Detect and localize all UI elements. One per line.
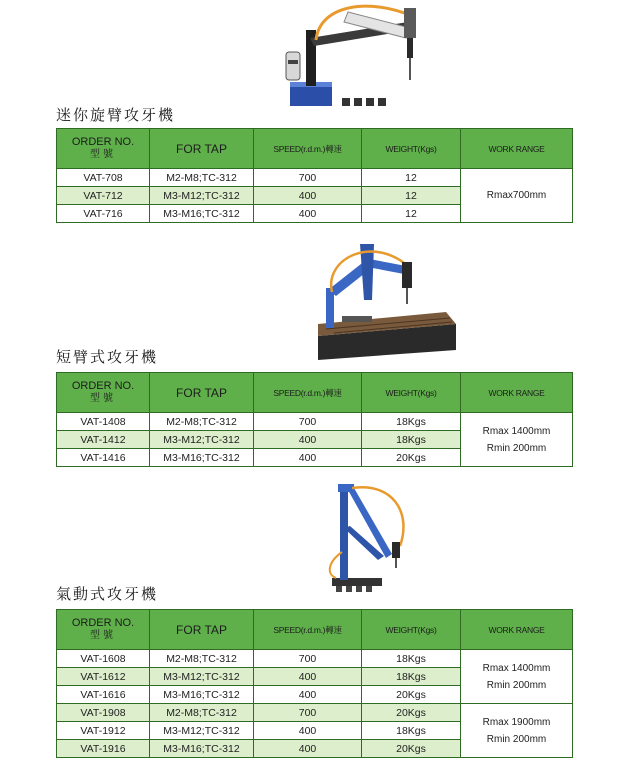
work-range-min: Rmin 200mm	[486, 442, 547, 454]
speed-cell: 400	[254, 740, 362, 758]
header-speed: SPEED(r.d.m.)轉速	[254, 610, 362, 650]
spec-table-pneumatic	[56, 609, 573, 758]
for-tap-cell: M3-M12;TC-312	[150, 187, 254, 205]
for-tap-cell: M3-M12;TC-312	[150, 668, 254, 686]
work-range-cell	[461, 704, 573, 758]
order-no-cell: VAT-1908	[57, 704, 150, 722]
section-title-short-arm: 短臂式攻牙機	[56, 348, 159, 366]
weight-cell: 18Kgs	[362, 431, 461, 449]
header-for-tap: FOR TAP	[150, 129, 254, 169]
order-no-cell: VAT-708	[57, 169, 150, 187]
header-for-tap: FOR TAP	[150, 610, 254, 650]
for-tap-cell: M2-M8;TC-312	[150, 169, 254, 187]
pneumatic-tapping-machine-image	[322, 482, 422, 598]
order-no-cell: VAT-1408	[57, 413, 150, 431]
weight-cell: 20Kgs	[362, 686, 461, 704]
weight-cell: 20Kgs	[362, 704, 461, 722]
header-speed: SPEED(r.d.m.)轉速	[254, 129, 362, 169]
weight-cell: 20Kgs	[362, 740, 461, 758]
work-range-min: Rmin 200mm	[486, 733, 547, 745]
speed-cell: 400	[254, 668, 362, 686]
speed-cell: 700	[254, 413, 362, 431]
speed-cell: 400	[254, 722, 362, 740]
work-range-cell	[461, 413, 573, 467]
header-weight: WEIGHT(Kgs)	[362, 373, 461, 413]
work-range-cell: Rmax700mm	[461, 169, 573, 223]
order-no-cell: VAT-1416	[57, 449, 150, 467]
order-no-cell: VAT-1912	[57, 722, 150, 740]
speed-cell: 700	[254, 650, 362, 668]
speed-cell: 400	[254, 686, 362, 704]
work-range-cell	[461, 650, 573, 704]
header-work-range: WORK RANGE	[461, 129, 573, 169]
for-tap-cell: M2-M8;TC-312	[150, 704, 254, 722]
speed-cell: 700	[254, 169, 362, 187]
weight-cell: 20Kgs	[362, 449, 461, 467]
short-arm-tapping-machine-image	[314, 238, 464, 360]
header-speed: SPEED(r.d.m.)轉速	[254, 373, 362, 413]
order-no-cell: VAT-1612	[57, 668, 150, 686]
header-order-no: ORDER NO. 型號	[57, 373, 150, 413]
header-work-range: WORK RANGE	[461, 610, 573, 650]
for-tap-cell: M3-M12;TC-312	[150, 431, 254, 449]
order-no-cell: VAT-712	[57, 187, 150, 205]
header-weight: WEIGHT(Kgs)	[362, 610, 461, 650]
for-tap-cell: M3-M16;TC-312	[150, 740, 254, 758]
for-tap-cell: M3-M16;TC-312	[150, 205, 254, 223]
table-row	[57, 413, 573, 431]
for-tap-cell: M2-M8;TC-312	[150, 413, 254, 431]
for-tap-cell: M2-M8;TC-312	[150, 650, 254, 668]
weight-cell: 18Kgs	[362, 722, 461, 740]
speed-cell: 400	[254, 431, 362, 449]
weight-cell: 12	[362, 205, 461, 223]
header-weight: WEIGHT(Kgs)	[362, 129, 461, 169]
order-no-cell: VAT-1608	[57, 650, 150, 668]
header-order-no: ORDER NO. 型號	[57, 129, 150, 169]
work-range-max: Rmax 1400mm	[482, 662, 551, 674]
spec-table-short-arm	[56, 372, 573, 467]
section-title-mini-swing-arm: 迷你旋臂攻牙機	[56, 106, 176, 124]
weight-cell: 18Kgs	[362, 668, 461, 686]
work-range-max: Rmax 1900mm	[482, 716, 551, 728]
table-row	[57, 169, 573, 187]
weight-cell: 18Kgs	[362, 650, 461, 668]
order-no-cell: VAT-1412	[57, 431, 150, 449]
weight-cell: 18Kgs	[362, 413, 461, 431]
order-no-cell: VAT-1616	[57, 686, 150, 704]
for-tap-cell: M3-M12;TC-312	[150, 722, 254, 740]
header-work-range: WORK RANGE	[461, 373, 573, 413]
work-range-min: Rmin 200mm	[486, 679, 547, 691]
mini-swing-arm-tapping-machine-image	[280, 0, 450, 112]
for-tap-cell: M3-M16;TC-312	[150, 686, 254, 704]
speed-cell: 400	[254, 449, 362, 467]
order-no-cell: VAT-716	[57, 205, 150, 223]
speed-cell: 400	[254, 187, 362, 205]
header-for-tap: FOR TAP	[150, 373, 254, 413]
work-range-max: Rmax 1400mm	[482, 425, 551, 437]
table-row	[57, 650, 573, 668]
weight-cell: 12	[362, 169, 461, 187]
for-tap-cell: M3-M16;TC-312	[150, 449, 254, 467]
header-order-no: ORDER NO. 型號	[57, 610, 150, 650]
weight-cell: 12	[362, 187, 461, 205]
speed-cell: 700	[254, 704, 362, 722]
spec-table-mini-swing-arm	[56, 128, 573, 223]
order-no-cell: VAT-1916	[57, 740, 150, 758]
speed-cell: 400	[254, 205, 362, 223]
section-title-pneumatic: 氣動式攻牙機	[56, 585, 159, 603]
table-row	[57, 704, 573, 722]
